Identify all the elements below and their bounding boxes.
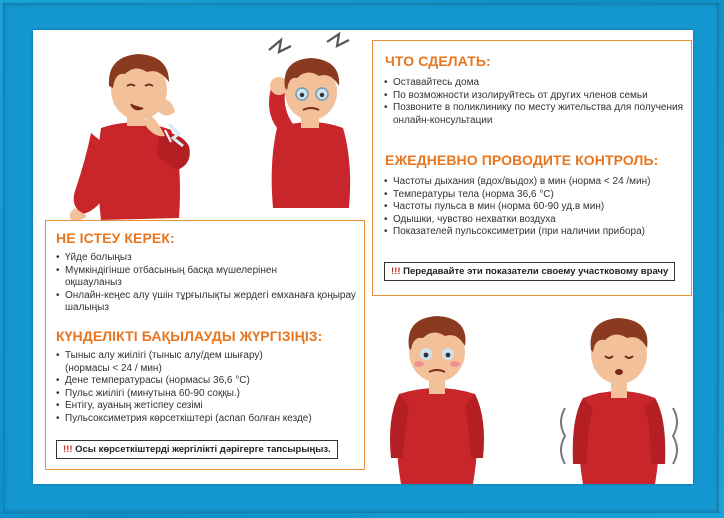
list-item: • Пульсоксиметрия көрсеткіштері (аспап болған кезде): [56, 413, 358, 426]
headache-boy-illustration: [251, 32, 371, 212]
ru-daily-control-heading: ЕЖЕДНЕВНО ПРОВОДИТЕ КОНТРОЛЬ:: [385, 152, 659, 168]
list-item: • По возможности изолируйтесь от других членов семьи: [384, 90, 686, 103]
ru-what-to-do-heading: ЧТО СДЕЛАТЬ:: [385, 53, 491, 69]
shivering-boy-illustration: [553, 298, 685, 484]
list-item: • Оставайтесь дома: [384, 77, 686, 90]
list-item: • Частоты дыхания (вдох/выдох) в мин (норма < 24 /мин): [384, 176, 686, 189]
list-item: • Тыныс алу жиілігі (тыныс алу/дем шығару) (нормасы < 24 / мин): [56, 350, 295, 375]
coughing-boy-illustration: [61, 38, 211, 228]
crying-boy-illustration: [377, 298, 497, 484]
ru-note-text: Передавайте эти показатели своему участковому врачу: [400, 266, 669, 277]
list-item: • Ентігу, ауаның жетіспеу сезімі: [56, 400, 358, 413]
kz-what-to-do-heading: НЕ ІСТЕУ КЕРЕК:: [56, 230, 175, 246]
list-item: • Температуры тела (норма 36,6 °С): [384, 189, 686, 202]
list-item: • Онлайн-кеңес алу үшін тұрғылықты жердегі емханаға қоңырау шалыңыз: [56, 290, 358, 315]
ru-note: [384, 262, 675, 281]
warning-mark: !!!: [391, 266, 401, 277]
warning-mark: !!!: [63, 444, 73, 455]
list-item: • Мүмкіндігінше отбасының басқа мүшелерінен оқшауланыз: [56, 265, 285, 290]
kz-note: [56, 440, 338, 459]
poster: [33, 30, 693, 484]
list-item: • Показателей пульсоксиметрии (при наличии прибора): [384, 226, 686, 239]
kz-instructions-box: [45, 220, 365, 470]
list-item: • Үйде болыңыз: [56, 252, 358, 265]
ru-what-to-do-list: [384, 77, 686, 127]
ru-daily-control-list: [384, 176, 686, 239]
list-item: • Дене температурасы (нормасы 36,6 °С): [56, 375, 358, 388]
list-item: • Пульс жиілігі (минутына 60-90 соққы.): [56, 388, 358, 401]
kz-daily-control-heading: КҮНДЕЛІКТІ БАҚЫЛАУДЫ ЖҮРГІЗІҢІЗ:: [56, 328, 323, 344]
list-item: • Одышки, чувство нехватки воздуха: [384, 214, 686, 227]
kz-note-text: Осы көрсеткіштерді жергілікті дәрігерге тапсырыңыз.: [72, 444, 331, 455]
kz-daily-control-list: [56, 350, 358, 425]
kz-what-to-do-list: [56, 252, 358, 315]
list-item: • Частоты пульса в мин (норма 60-90 уд.в мин): [384, 201, 686, 214]
list-item: • Позвоните в поликлинику по месту жительства для получения онлайн-консультации: [384, 102, 686, 127]
ru-instructions-box: [372, 40, 692, 296]
